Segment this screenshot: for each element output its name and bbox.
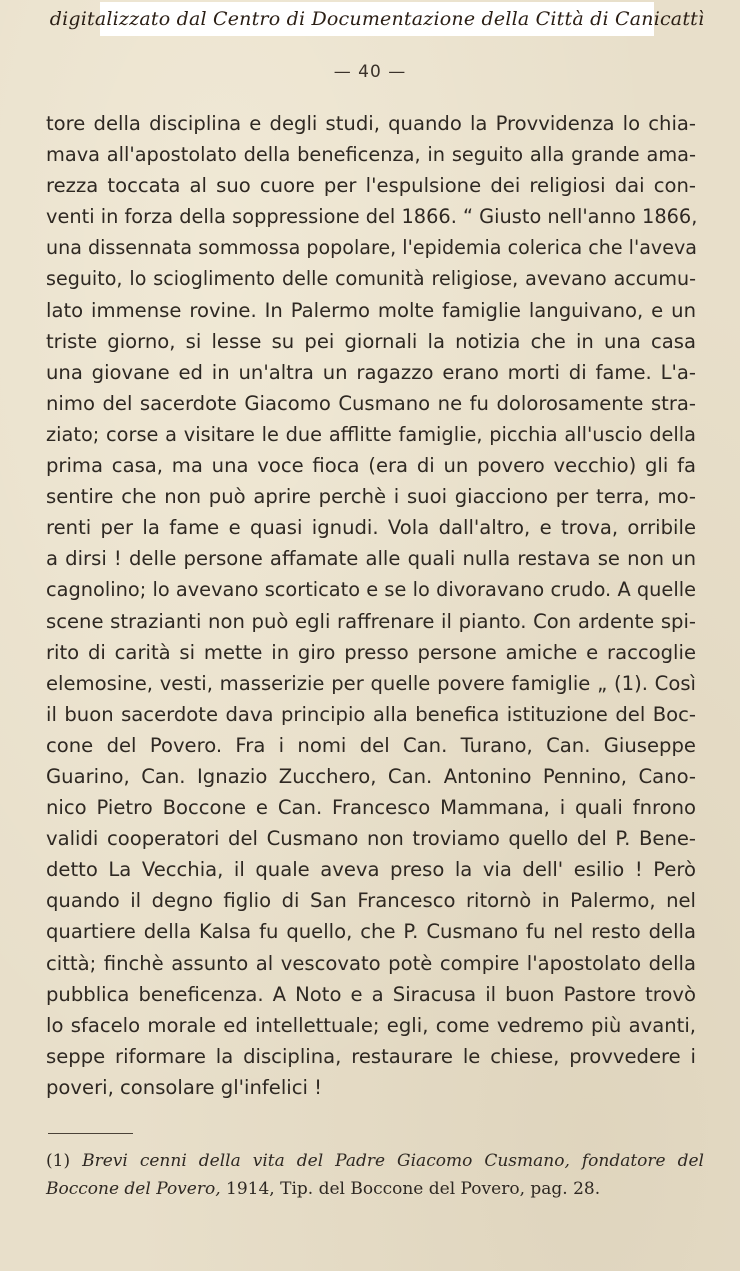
text-line: nimo del sacerdote Giacomo Cusmano ne fu dolorosamente stra- (46, 391, 696, 415)
text-line: poveri, consolare gl'infelici ! (46, 1075, 323, 1099)
text-line: renti per la fame e quasi ignudi. Vola dall'altro, e trova, orribile (46, 516, 696, 540)
watermark-text: digitalizzato dal Centro di Documentazione della Città di Canicattì (49, 8, 705, 30)
watermark-banner (49, 2, 705, 36)
text-line: lo sfacelo morale ed intellettuale; egli, come vedremo più avanti, (46, 1013, 696, 1037)
text-line: quartiere della Kalsa fu quello, che P. Cusmano fu nel resto della (46, 920, 696, 944)
text-line: scene strazianti non può egli raffrenare il pianto. Con ardente spi- (46, 609, 696, 633)
text-line: triste giorno, si lesse su pei giornali la notizia che in una casa (46, 329, 696, 353)
text-line: rezza toccata al suo cuore per l'espulsione dei religiosi dai con- (46, 174, 696, 198)
text-line: Guarino, Can. Ignazio Zucchero, Can. Antonino Pennino, Cano- (46, 764, 696, 788)
text-line: il buon sacerdote dava principio alla benefica istituzione del Boc- (46, 702, 696, 726)
footnote-divider (48, 1133, 133, 1134)
text-line: rito di carità si mette in giro presso persone amiche e raccoglie (46, 640, 696, 664)
body-paragraph (46, 108, 696, 1103)
footnote (46, 1147, 704, 1203)
text-line: cagnolino; lo avevano scorticato e se lo divoravano crudo. A quelle (46, 578, 696, 602)
text-line: una dissennata sommossa popolare, l'epidemia colerica che l'aveva (46, 236, 697, 260)
text-line: cone del Povero. Fra i nomi del Can. Turano, Can. Giuseppe (46, 733, 696, 757)
text-line: nico Pietro Boccone e Can. Francesco Mammana, i quali fnrono (46, 796, 696, 820)
text-line: sentire che non può aprire perchè i suoi giacciono per terra, mo- (46, 485, 696, 509)
text-line: venti in forza della soppressione del 1866. “ Giusto nell'anno 1866, (46, 205, 698, 229)
text-line: validi cooperatori del Cusmano non troviamo quello del P. Bene- (46, 827, 696, 851)
text-line: mava all'apostolato della beneficenza, in seguito alla grande ama- (46, 143, 696, 167)
text-line: pubblica beneficenza. A Noto e a Siracusa il buon Pastore trovò (46, 982, 696, 1006)
text-line: una giovane ed in un'altra un ragazzo erano morti di fame. L'a- (46, 360, 696, 384)
footnote-marker: (1) (46, 1151, 71, 1171)
footnote-line-1 (46, 1147, 704, 1175)
text-line: seguito, lo scioglimento delle comunità religiose, avevano accumu- (46, 267, 696, 291)
text-line: lato immense rovine. In Palermo molte famiglie languivano, e un (46, 298, 696, 322)
text-line: elemosine, vesti, masserizie per quelle povere famiglie „ (1). Così (46, 671, 696, 695)
footnote-title-part2: Boccone del Povero, (46, 1179, 221, 1199)
text-line: a dirsi ! delle persone affamate alle quali nulla restava se non un (46, 547, 696, 571)
text-line: tore della disciplina e degli studi, quando la Provvidenza lo chia- (46, 112, 696, 135)
footnote-line-2 (46, 1175, 704, 1203)
text-line: quando il degno figlio di San Francesco ritornò in Palermo, nel (46, 889, 696, 913)
text-line: prima casa, ma una voce fioca (era di un povero vecchio) gli fa (46, 454, 696, 478)
text-line: detto La Vecchia, il quale aveva preso la via dell' esilio ! Però (46, 858, 696, 882)
footnote-rest: 1914, Tip. del Boccone del Povero, pag. 28. (226, 1179, 601, 1199)
text-line: città; finchè assunto al vescovato potè compire l'apostolato della (46, 951, 696, 975)
text-line: seppe riformare la disciplina, restaurare le chiese, provvedere i (46, 1044, 696, 1068)
footnote-title-part1: Brevi cenni della vita del Padre Giacomo Cusmano, fondatore del (82, 1151, 704, 1171)
text-line: ziato; corse a visitare le due afflitte famiglie, picchia all'uscio della (46, 422, 696, 446)
page-number: — 40 — (333, 62, 407, 82)
